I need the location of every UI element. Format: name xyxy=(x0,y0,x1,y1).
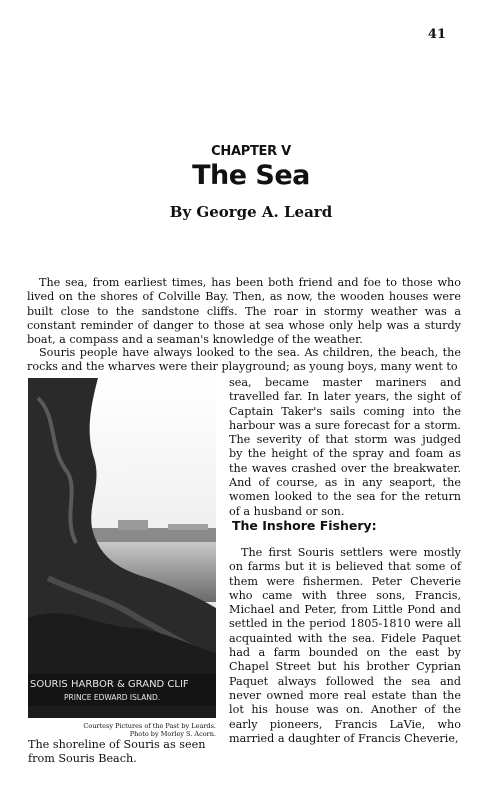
section-heading-inshore-fishery: The Inshore Fishery: xyxy=(232,518,377,533)
photo-caption: The shoreline of Souris as seen from Souris Beach. xyxy=(28,738,206,765)
chapter-label: CHAPTER V xyxy=(211,144,291,159)
photo-banner-line2: PRINCE EDWARD ISLAND. xyxy=(64,693,161,702)
body-paragraph-2-continued: sea, became master mariners and travelled far. In later years, the sight of Captain Taker's sails coming into the harbour was a sure forecast for a storm. The severity of that storm was judged by the height of the spray and foam as the waves crashed over the breakwater. And of course, as in any seaport, the women looked to the sea for the return of a husband or son. xyxy=(229,376,461,518)
photo-credit-line2: Photo by Morley S. Acorn. xyxy=(129,730,216,738)
page-number: 41 xyxy=(427,27,446,42)
body-paragraph-2-start: Souris people have always looked to the sea. As children, the beach, the rocks and the wharves were their playground; as young boys, many went to xyxy=(27,346,461,374)
photo-banner-line1: SOURIS HARBOR & GRAND CLIF xyxy=(30,679,189,690)
body-paragraph-3: The first Souris settlers were mostly on farms but it is believed that some of them were fishermen. Peter Cheverie who came with three sons, Francis, Michael and Peter, from Little Pond and settled in the period 1805-1810 were all acquainted with the sea. Fidele Paquet had a farm bounded on the east by Chapel Street but his brother Cyprian Paquet always followed the sea and never owned more real estate than the lot his house was on. Another of the early pioneers, Francis LaVie, who married a daughter of Francis Cheverie, xyxy=(229,546,461,745)
photo-credit xyxy=(60,722,216,738)
author-byline: By George A. Leard xyxy=(169,203,333,221)
shoreline-photo xyxy=(28,378,216,718)
body-paragraph-1: The sea, from earliest times, has been both friend and foe to those who lived on the shores of Colville Bay. Then, as now, the wooden houses were built close to the sandstone cliffs. The roar in stormy weather was a constant reminder of danger to those at sea whose only help was a sturdy boat, a compass and a seaman's knowledge of the weather. xyxy=(27,276,461,347)
photo-credit-line1: Courtesy Pictures of the Past by Leards. xyxy=(83,722,216,730)
chapter-title: The Sea xyxy=(192,160,310,191)
